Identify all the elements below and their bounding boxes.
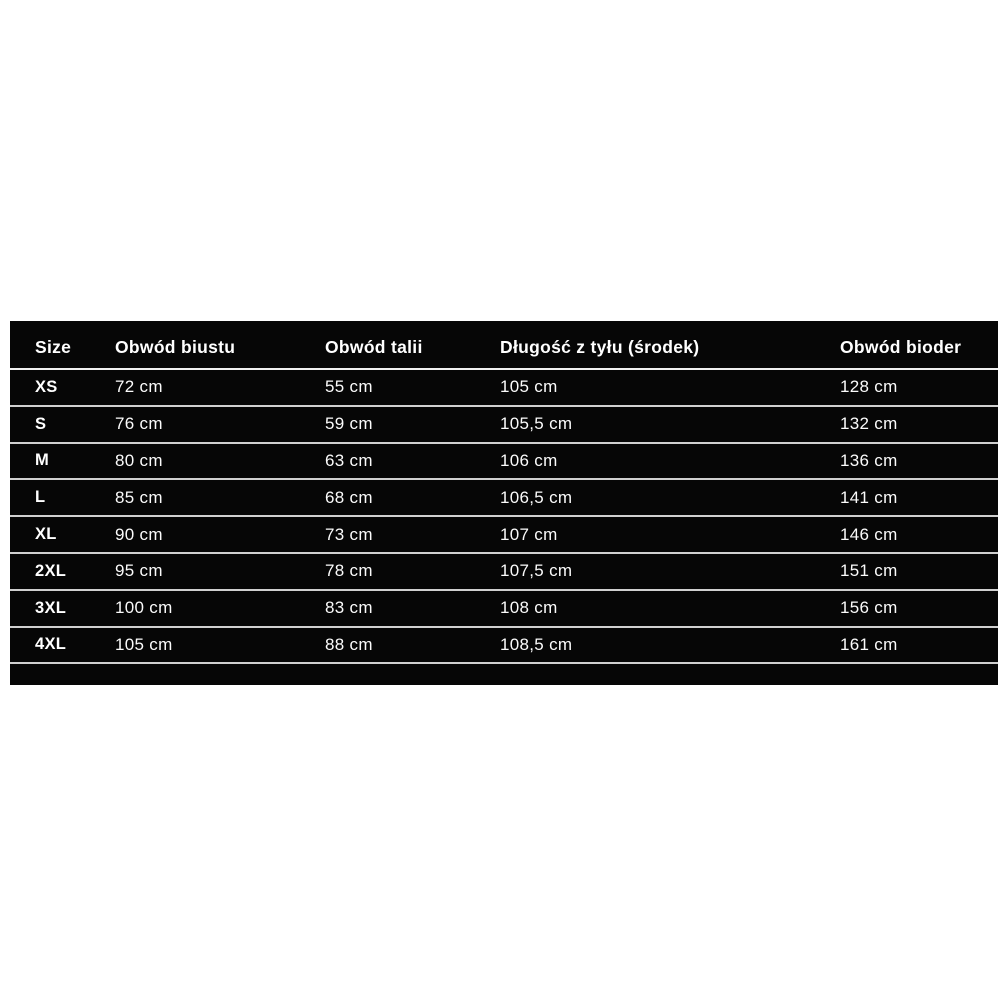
cell-size: 3XL	[35, 598, 67, 617]
cell-bust: 90 cm	[115, 524, 163, 544]
cell-bust: 72 cm	[115, 377, 163, 397]
column-header-bust: Obwód biustu	[115, 337, 236, 357]
table-row	[10, 370, 998, 407]
cell-back-length: 106,5 cm	[500, 487, 573, 507]
cell-waist: 88 cm	[325, 634, 373, 654]
table-row	[10, 407, 998, 444]
cell-bust: 100 cm	[115, 598, 173, 618]
cell-hips: 151 cm	[840, 561, 898, 581]
cell-size: 4XL	[35, 635, 67, 654]
column-header-back-length: Długość z tyłu (środek)	[500, 337, 700, 357]
table-row	[10, 554, 998, 591]
column-header-hips: Obwód bioder	[840, 337, 962, 357]
table-row	[10, 628, 998, 665]
table-row	[10, 591, 998, 628]
size-chart-table	[10, 321, 998, 685]
cell-back-length: 108,5 cm	[500, 634, 573, 654]
column-header-size: Size	[35, 337, 72, 357]
cell-size: XL	[35, 525, 57, 544]
cell-size: M	[35, 451, 50, 470]
cell-waist: 55 cm	[325, 377, 373, 397]
cell-waist: 63 cm	[325, 450, 373, 470]
cell-bust: 76 cm	[115, 414, 163, 434]
cell-hips: 146 cm	[840, 524, 898, 544]
cell-back-length: 108 cm	[500, 598, 558, 618]
table-row	[10, 517, 998, 554]
cell-bust: 105 cm	[115, 634, 173, 654]
cell-waist: 68 cm	[325, 487, 373, 507]
cell-size: XS	[35, 377, 58, 396]
table-body	[10, 370, 998, 664]
cell-hips: 161 cm	[840, 634, 898, 654]
cell-hips: 156 cm	[840, 598, 898, 618]
cell-back-length: 105,5 cm	[500, 414, 573, 434]
table-row	[10, 444, 998, 481]
cell-back-length: 106 cm	[500, 450, 558, 470]
cell-bust: 95 cm	[115, 561, 163, 581]
cell-bust: 80 cm	[115, 450, 163, 470]
table-row	[10, 480, 998, 517]
cell-hips: 132 cm	[840, 414, 898, 434]
column-header-waist: Obwód talii	[325, 337, 423, 357]
cell-waist: 59 cm	[325, 414, 373, 434]
cell-size: S	[35, 414, 47, 433]
cell-size: 2XL	[35, 561, 67, 580]
cell-hips: 128 cm	[840, 377, 898, 397]
cell-size: L	[35, 488, 46, 507]
cell-back-length: 107,5 cm	[500, 561, 573, 581]
cell-waist: 73 cm	[325, 524, 373, 544]
cell-back-length: 107 cm	[500, 524, 558, 544]
cell-hips: 136 cm	[840, 450, 898, 470]
table-header-row	[10, 321, 998, 370]
cell-hips: 141 cm	[840, 487, 898, 507]
cell-waist: 78 cm	[325, 561, 373, 581]
cell-waist: 83 cm	[325, 598, 373, 618]
cell-back-length: 105 cm	[500, 377, 558, 397]
cell-bust: 85 cm	[115, 487, 163, 507]
